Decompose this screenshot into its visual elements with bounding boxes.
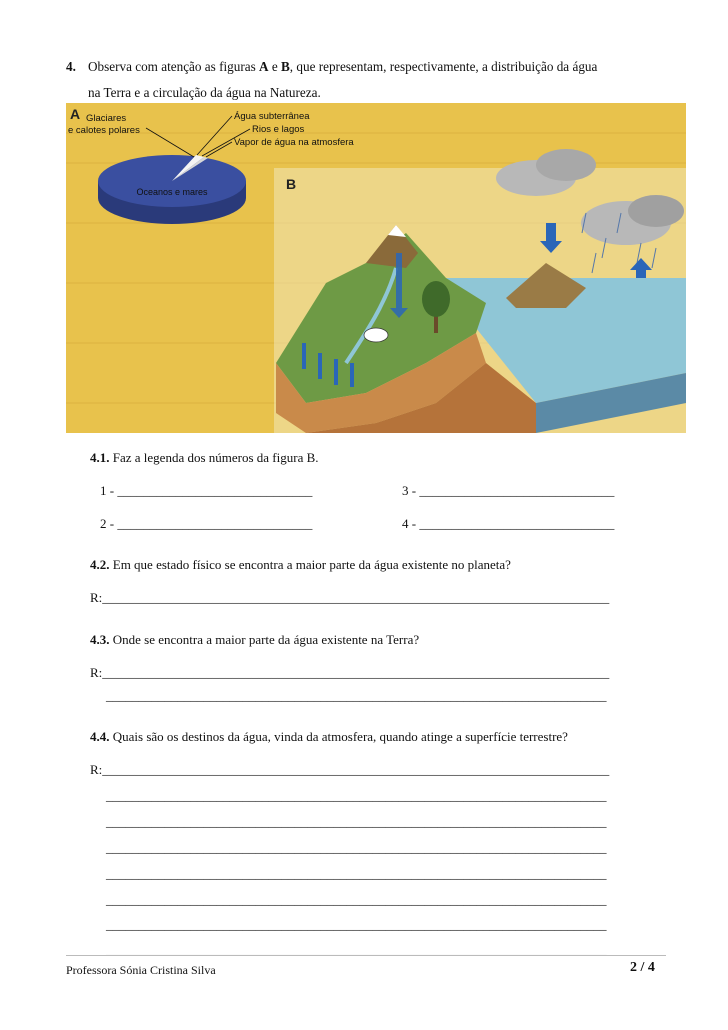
answer-line-4-3-cont[interactable]: _____________________________________________________________________________ (106, 688, 607, 703)
answer-line-4-4-cont[interactable]: _____________________________________________________________________________ (106, 892, 607, 907)
legend-item-3[interactable]: 3 - ______________________________ (402, 483, 615, 498)
tree (422, 281, 450, 317)
question-4: 4. Observa com atenção as figuras A e B, que representam, respectivamente, a distribuição da água na Terra e a circulação da água na Natureza. (66, 54, 666, 106)
label-vapor: Vapor de água na atmosfera (234, 137, 354, 148)
answer-line-4-4-cont[interactable]: _____________________________________________________________________________ (106, 866, 607, 881)
subquestion-4-1: 4.1. Faz a legenda dos números da figura B. (90, 450, 319, 465)
footer-rule (66, 955, 666, 956)
figure-b-label: B (286, 176, 297, 192)
answer-line-4-4[interactable]: R:______________________________________________________________________________ (90, 762, 610, 777)
question-number: 4. (66, 59, 76, 74)
answer-line-4-4-cont[interactable]: _____________________________________________________________________________ (106, 917, 607, 932)
figure-b-panel (274, 149, 686, 433)
legend-item-4[interactable]: 4 - ______________________________ (402, 516, 615, 531)
figure-a-label: A (70, 106, 81, 122)
answer-line-4-4-cont[interactable]: _____________________________________________________________________________ (106, 942, 607, 957)
answer-line-4-4-cont[interactable]: _____________________________________________________________________________ (106, 840, 607, 855)
subquestion-4-3: 4.3. Onde se encontra a maior parte da água existente na Terra? (90, 632, 420, 647)
subquestion-4-2: 4.2. Em que estado físico se encontra a maior parte da água existente no planeta? (90, 557, 511, 572)
cow (364, 328, 388, 342)
label-ground-water: Água subterrânea (234, 111, 310, 122)
label-glaciers: Glaciares (86, 113, 127, 124)
label-rivers: Rios e lagos (252, 124, 305, 135)
answer-line-4-4-cont[interactable]: _____________________________________________________________________________ (106, 814, 607, 829)
answer-line-4-4-cont[interactable]: _____________________________________________________________________________ (106, 788, 607, 803)
pie-chart (98, 155, 246, 224)
label-glaciers-2: e calotes polares (68, 125, 140, 136)
legend-item-2[interactable]: 2 - ______________________________ (100, 516, 313, 531)
page-number: 2 / 4 (630, 960, 655, 975)
pie-oceans-label: Oceanos e mares (136, 187, 208, 197)
water-figure (66, 103, 686, 433)
footer-author: Professora Sónia Cristina Silva (66, 963, 216, 977)
legend-item-1[interactable]: 1 - ______________________________ (100, 483, 313, 498)
answer-line-4-2[interactable]: R:______________________________________________________________________________ (90, 590, 610, 605)
answer-line-4-3[interactable]: R:______________________________________________________________________________ (90, 665, 610, 680)
subquestion-4-4: 4.4. Quais são os destinos da água, vinda da atmosfera, quando atinge a superfície terrestre? (90, 729, 568, 744)
